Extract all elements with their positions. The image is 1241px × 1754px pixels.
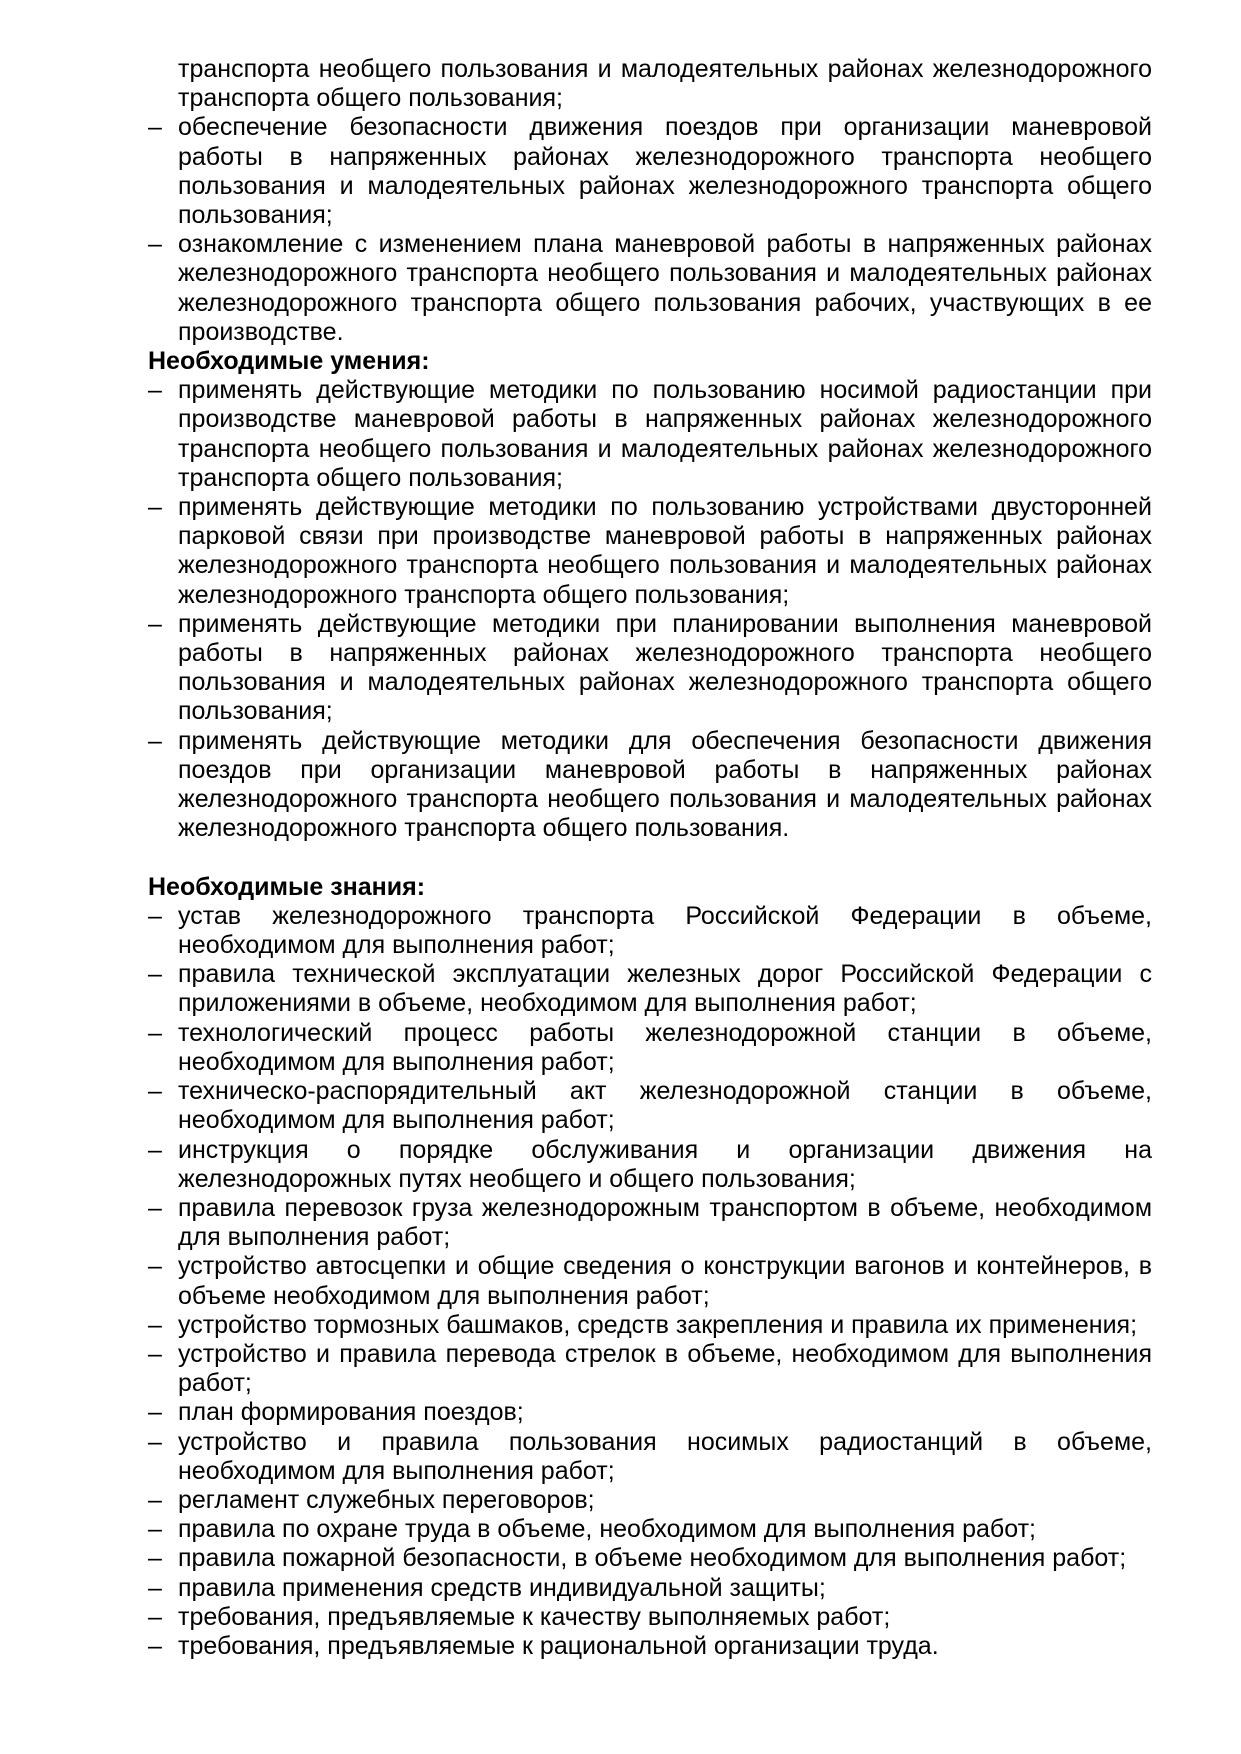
list-item-text: правила пожарной безопасности, в объеме необходимом для выполнения работ; xyxy=(178,1544,1127,1573)
list-item-text: требования, предъявляемые к качеству выполняемых работ; xyxy=(178,1602,891,1631)
bullet-dash: – xyxy=(148,609,162,638)
list-item-text: правила технической эксплуатации железных дорог Российской Федерации с приложениями в объеме, необходимом для выполнения работ; xyxy=(178,960,1152,1018)
list-item xyxy=(148,1136,1152,1194)
bullet-dash: – xyxy=(148,230,162,259)
bullet-dash: – xyxy=(148,1515,162,1544)
bullet-dash: – xyxy=(148,1018,162,1047)
list-item-text: устав железнодорожного транспорта Российской Федерации в объеме, необходимом для выполнения работ; xyxy=(178,901,1152,960)
continuation-text: транспорта необщего пользования и малодеятельных районах железнодорожного транспорта общего пользования; xyxy=(178,55,1152,113)
bullet-dash: – xyxy=(148,1485,162,1514)
list-item-text: технологический процесс работы железнодорожной станции в объеме, необходимом для выполнения работ; xyxy=(178,1018,1152,1076)
list-item-text: техническо-распорядительный акт железнодорожной станции в объеме, необходимом для выполнения работ; xyxy=(178,1077,1152,1135)
bullet-dash: – xyxy=(148,901,162,930)
bullet-dash: – xyxy=(148,1544,162,1573)
list-item xyxy=(148,1632,1152,1661)
list-item-text: ознакомление с изменением плана маневровой работы в напряженных районах железнодорожного транспорта необщего пользования и малодеятельных районах железнодорожного транспорта общего пользования рабочих, участвующих в ее производстве. xyxy=(178,230,1152,346)
bullet-dash: – xyxy=(148,1252,162,1281)
list-item-text: правила перевозок груза железнодорожным транспортом в объеме, необходимом для выполнения работ; xyxy=(178,1193,1152,1252)
list-item xyxy=(148,1486,1152,1515)
list-item-text: применять действующие методики по пользованию носимой радиостанции при производстве маневровой работы в напряженных районах железнодорожного транспорта необщего пользования и малодеятельных районах железнодорожного транспорта общего пользования; xyxy=(178,376,1152,492)
list-item xyxy=(148,610,1152,727)
section-heading-knowledge: Необходимые знания: xyxy=(148,872,426,901)
continuation-paragraph xyxy=(148,55,1152,113)
list-item xyxy=(148,1515,1152,1544)
list-item-text: устройство тормозных башмаков, средств закрепления и правила их применения; xyxy=(178,1310,1138,1339)
list-item xyxy=(148,230,1152,347)
list-item-text: план формирования поездов; xyxy=(178,1398,524,1427)
list-item xyxy=(148,1194,1152,1252)
bullet-dash: – xyxy=(148,113,162,142)
list-item xyxy=(148,960,1152,1018)
list-item-text: правила по охране труда в объеме, необходимом для выполнения работ; xyxy=(178,1515,1036,1544)
bullet-dash: – xyxy=(148,1077,162,1106)
list-item xyxy=(148,113,1152,230)
bullet-dash: – xyxy=(148,1631,162,1660)
list-item-text: регламент служебных переговоров; xyxy=(178,1485,595,1514)
list-item-text: устройство автосцепки и общие сведения о конструкции вагонов и контейнеров, в объеме необходимом для выполнения работ; xyxy=(178,1252,1152,1310)
list-item xyxy=(148,1019,1152,1077)
list-item-text: обеспечение безопасности движения поездов при организации маневровой работы в напряженных районах железнодорожного транспорта необщего пользования и малодеятельных районах железнодорожного транспорта общего пользования; xyxy=(178,113,1152,230)
list-item xyxy=(148,1311,1152,1340)
bullet-dash: – xyxy=(148,1398,162,1427)
bullet-dash: – xyxy=(148,1573,162,1602)
list-item-text: правила применения средств индивидуальной защиты; xyxy=(178,1573,826,1602)
bullet-spacer xyxy=(148,55,178,113)
list-item xyxy=(148,1544,1152,1573)
bullet-dash: – xyxy=(148,1310,162,1339)
bullet-dash: – xyxy=(148,1339,162,1368)
list-item-text: применять действующие методики для обеспечения безопасности движения поездов при организации маневровой работы в напряженных районах железнодорожного транспорта необщего пользования и малодеятельных районах железнодорожного транспорта общего пользования. xyxy=(178,726,1152,843)
bullet-dash: – xyxy=(148,960,162,989)
list-item xyxy=(148,727,1152,844)
list-item-text: применять действующие методики по пользованию устройствами двусторонней парковой связи при производстве маневровой работы в напряженных районах железнодорожного транспорта необщего пользования и малодеятельных районах железнодорожного транспорта общего пользования; xyxy=(178,493,1152,609)
bullet-dash: – xyxy=(148,1602,162,1631)
list-item-text: устройство и правила перевода стрелок в объеме, необходимом для выполнения работ; xyxy=(178,1339,1152,1398)
bullet-dash: – xyxy=(148,1135,162,1164)
bullet-dash: – xyxy=(148,1193,162,1222)
list-item-text: инструкция о порядке обслуживания и организации движения на железнодорожных путях необщего и общего пользования; xyxy=(178,1135,1152,1193)
list-item xyxy=(148,1574,1152,1603)
section-heading-skills: Необходимые умения: xyxy=(148,347,430,376)
list-item-text: применять действующие методики при планировании выполнения маневровой работы в напряженных районах железнодорожного транспорта необщего пользования и малодеятельных районах железнодорожного транспорта общего пользования; xyxy=(178,609,1152,726)
list-item xyxy=(148,1077,1152,1135)
list-item-text: устройство и правила пользования носимых радиостанций в объеме, необходимом для выполнения работ; xyxy=(178,1427,1152,1485)
list-item xyxy=(148,376,1152,493)
bullet-dash: – xyxy=(148,1427,162,1456)
list-item xyxy=(148,902,1152,960)
list-item xyxy=(148,493,1152,610)
list-item xyxy=(148,1398,1152,1427)
list-item xyxy=(148,1603,1152,1632)
list-item xyxy=(148,1428,1152,1486)
list-item xyxy=(148,1340,1152,1398)
list-item xyxy=(148,1252,1152,1310)
bullet-dash: – xyxy=(148,726,162,755)
bullet-dash: – xyxy=(148,376,162,405)
list-item-text: требования, предъявляемые к рациональной организации труда. xyxy=(178,1631,939,1660)
bullet-dash: – xyxy=(148,493,162,522)
